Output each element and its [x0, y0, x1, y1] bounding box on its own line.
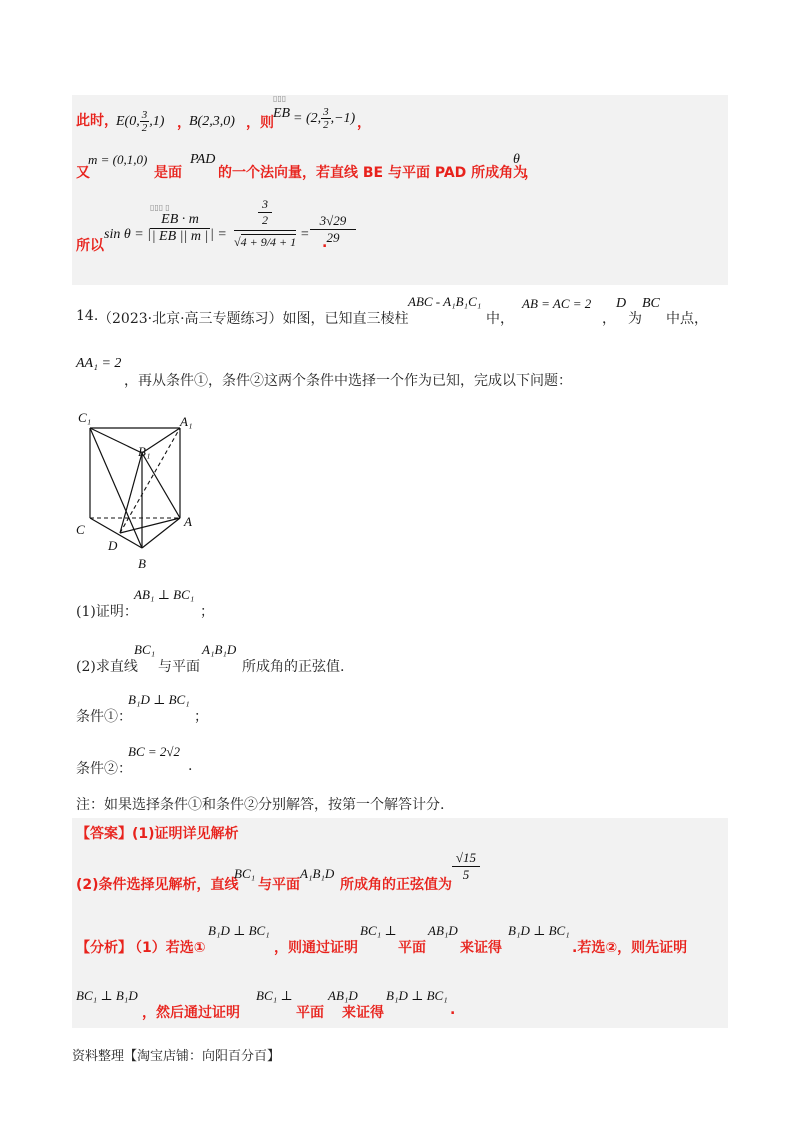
label-b1: B₁	[138, 444, 151, 459]
analysis-9: .	[450, 1002, 456, 1018]
analysis-5: .若选②，则先证明	[572, 940, 688, 956]
cond1-prefix: 条件①：	[76, 709, 132, 725]
line1-end: ，	[357, 115, 371, 131]
line2-prefix: 又	[76, 165, 90, 181]
a-expr-3: AB₁D	[428, 923, 458, 938]
sin-eq: | =	[210, 227, 227, 242]
part2-plane: A₁B₁D	[202, 642, 237, 657]
analysis-1: （1）若选①	[128, 940, 206, 956]
solution-line-2	[76, 146, 726, 186]
segment-bc: BC	[642, 296, 660, 311]
part2-prefix: (2)求直线	[76, 659, 138, 675]
ab-ac-eq: AB = AC = 2	[522, 296, 592, 311]
a-expr-5: BC₁ ⊥ B₁D	[76, 988, 138, 1003]
part1-expr: AB₁ ⊥ BC₁	[134, 587, 195, 602]
result-fraction: 3√29 29	[310, 213, 356, 246]
part1-end: ；	[200, 604, 214, 620]
line3-end: .	[322, 235, 328, 251]
analysis-7: 平面	[296, 1005, 324, 1021]
sin-fraction: ▯▯▯ ▯ EB · m | EB || m |	[150, 203, 209, 244]
analysis-8: 来证得	[342, 1005, 384, 1021]
a-expr-1: B₁D ⊥ BC₁	[208, 923, 270, 938]
label-a1: A₁	[180, 414, 193, 429]
ans2-fraction: √15 5	[452, 850, 480, 883]
prism-name: ABC - A₁B₁C₁	[408, 294, 482, 309]
answer-line-1	[76, 823, 239, 843]
vector-m: m = (0,1,0)	[88, 152, 148, 167]
part2-line: BC₁	[134, 642, 156, 657]
a-expr-8: B₁D ⊥ BC₁	[386, 988, 448, 1003]
question-note: 注：如果选择条件①和条件②分别解答，按第一个解答计分.	[76, 797, 445, 813]
solution-line-3	[76, 195, 726, 275]
ans2-mid2: 所成角的正弦值为	[340, 877, 452, 893]
a-expr-2: BC₁ ⊥	[360, 923, 397, 938]
sep-1: ，	[177, 115, 191, 131]
question-14-line-2	[76, 350, 726, 390]
sin-lhs: sin θ = |	[104, 227, 152, 242]
line1-prefix: 此时，	[76, 113, 118, 129]
page-footer: 资料整理【淘宝店铺：向阳百分百】	[72, 1049, 281, 1064]
prism-figure	[72, 408, 202, 578]
plane-pad: PAD	[190, 152, 216, 167]
analysis-6: ，然后通过证明	[142, 1005, 240, 1021]
cond1-end: ；	[194, 709, 208, 725]
sep-2: ，则	[246, 115, 274, 131]
cond2-end: .	[188, 758, 193, 774]
label-c: C	[76, 522, 85, 537]
analysis-3: 平面	[398, 940, 426, 956]
a-expr-4: B₁D ⊥ BC₁	[508, 923, 570, 938]
analysis-2: ，则通过证明	[274, 940, 358, 956]
ans2-plane: A₁B₁D	[300, 866, 335, 881]
prism-diagram-svg	[72, 408, 202, 578]
question-number: 14.	[76, 308, 99, 324]
label-c1: C₁	[78, 410, 92, 425]
aa1-eq: AA₁ = 2	[76, 356, 122, 371]
a-expr-6: BC₁ ⊥	[256, 988, 293, 1003]
label-d: D	[108, 538, 118, 553]
condition-1	[76, 690, 726, 730]
point-e: E(0, $\frac{3}{2}$ ,1)	[116, 109, 165, 135]
label-a: A	[184, 514, 192, 529]
ans2-line: BC₁	[234, 866, 256, 881]
cond1-expr: B₁D ⊥ BC₁	[128, 692, 190, 707]
q-mid4: 中点，	[666, 311, 708, 327]
q-mid1: 中，	[486, 311, 514, 327]
part1-prefix: (1)证明：	[76, 604, 138, 620]
question-source: （2023·北京·高三专题练习）如图，已知直三棱柱	[98, 311, 409, 327]
analysis-line-1	[76, 915, 726, 955]
condition-2	[76, 740, 726, 780]
solution-line-1: 此时， E(0, $\frac{3}{2}$ ,1) ， B(2,3,0) ，则 ▯▯▯ EB = (2, $\frac{3}{2}$ ,−1) ，	[76, 94, 371, 135]
line2-mid1: 是面	[154, 165, 182, 181]
part-1	[76, 585, 726, 625]
question-14-line-1	[76, 292, 726, 332]
label-b: B	[138, 556, 146, 571]
line2-mid2: 的一个法向量，若直线 BE 与平面 PAD 所成角为	[218, 165, 528, 181]
analysis-4: 来证得	[460, 940, 502, 956]
line3-prefix: 所以	[76, 238, 104, 254]
line2-end: ，	[524, 165, 538, 181]
analysis-label: 【分析】	[76, 940, 132, 956]
question-14-instructions: ，再从条件①，条件②这两个条件中选择一个作为已知，完成以下问题：	[124, 373, 572, 389]
part2-mid: 与平面	[158, 659, 200, 675]
big-fraction: 3 2 √4 + 9/4 + 1	[234, 197, 297, 249]
theta-symbol: θ	[513, 152, 520, 167]
sin-eq2: =	[300, 227, 310, 242]
answer-1: (1)证明详见解析	[132, 826, 239, 842]
part-2	[76, 640, 726, 680]
cond2-expr: BC = 2√2	[128, 744, 181, 759]
a-expr-7: AB₁D	[328, 988, 358, 1003]
q-mid3: 为	[628, 311, 642, 327]
ans2-prefix: (2)条件选择见解析，直线	[76, 877, 239, 893]
answer-line-2	[76, 850, 726, 894]
answer-label: 【答案】	[76, 826, 132, 842]
ans2-mid: 与平面	[258, 877, 300, 893]
point-d: D	[616, 296, 627, 311]
point-b: B(2,3,0)	[189, 114, 235, 129]
part2-end: 所成角的正弦值.	[242, 659, 345, 675]
analysis-line-2	[76, 980, 726, 1020]
q-mid2: ，	[602, 311, 616, 327]
cond2-prefix: 条件②：	[76, 761, 132, 777]
